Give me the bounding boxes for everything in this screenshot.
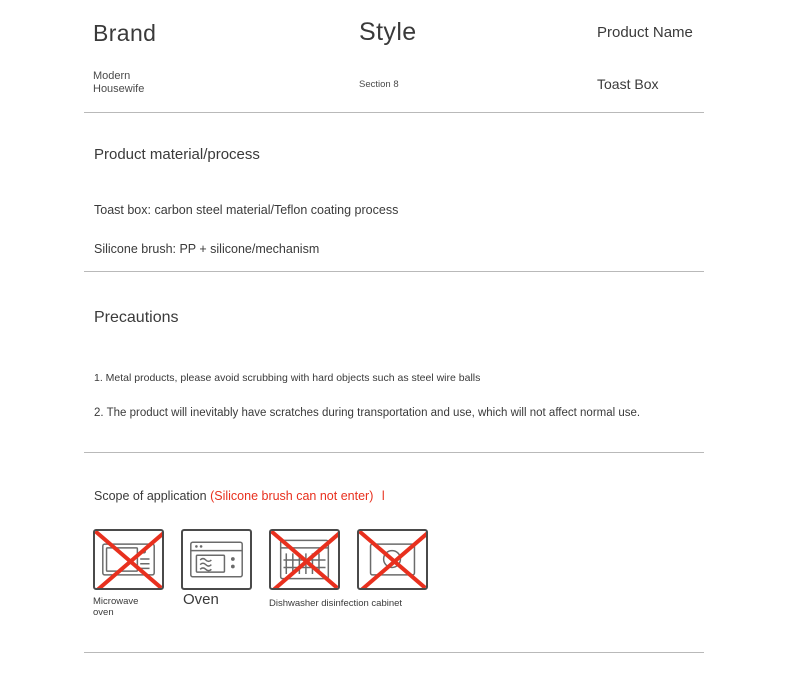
- section-precautions: [84, 272, 704, 452]
- scope-icon-cell-microwave: [93, 529, 164, 618]
- precautions-line-2: 2. The product will inevitably have scratches during transportation and use, which will not affect normal use.: [94, 407, 641, 419]
- product-name-label: Product Name: [597, 24, 693, 41]
- brand-label: Brand: [93, 20, 157, 46]
- brand-value-line1: Modern: [93, 70, 131, 82]
- scope-icon-cell-unlabeled: [357, 529, 428, 618]
- microwave-oven-icon: [93, 529, 164, 590]
- style-label: Style: [359, 18, 417, 46]
- section-scope: [84, 453, 704, 650]
- scope-heading: [94, 489, 385, 503]
- header-row: [84, 0, 704, 112]
- divider-bottom: [84, 652, 704, 653]
- brand-value: [93, 70, 144, 96]
- precautions-title: Precautions: [94, 309, 179, 326]
- microwave-oven-caption: [93, 596, 164, 618]
- precautions-line-1: 1. Metal products, please avoid scrubbing with hard objects such as steel wire balls: [94, 372, 481, 384]
- dishwasher-caption: Dishwasher disinfection cabinet: [269, 598, 403, 609]
- scope-trailing-mark: l: [381, 489, 385, 503]
- dishwasher-disinfection-cabinet-icon: [269, 529, 340, 590]
- oven-caption: Oven: [183, 591, 219, 608]
- scope-icon-row: [93, 529, 428, 618]
- material-title: Product material/process: [94, 146, 260, 163]
- dishwasher-glyph: [271, 531, 338, 588]
- material-line-2: Silicone brush: PP + silicone/mechanism: [94, 242, 320, 256]
- microwave-oven-caption-line1: Microwave: [93, 596, 139, 607]
- section-material: [84, 113, 704, 271]
- content-column: [84, 0, 704, 650]
- microwave-oven-caption-line2: oven: [93, 607, 114, 618]
- scope-icon-cell-oven: [181, 529, 252, 618]
- product-name-value: Toast Box: [597, 76, 659, 92]
- oven-glyph: [183, 531, 250, 588]
- scope-icon-cell-dishwasher: [269, 529, 403, 618]
- material-line-1: Toast box: carbon steel material/Teflon coating process: [94, 203, 399, 217]
- style-value: Section 8: [359, 79, 399, 90]
- brand-value-line2: Housewife: [93, 83, 145, 95]
- microwave-oven-glyph: [95, 531, 162, 588]
- unlabeled-appliance-glyph: [359, 531, 426, 588]
- unlabeled-appliance-icon: [357, 529, 428, 590]
- scope-warning-text: (Silicone brush can not enter): [210, 489, 374, 503]
- scope-heading-text: Scope of application: [94, 489, 207, 503]
- oven-icon: [181, 529, 252, 590]
